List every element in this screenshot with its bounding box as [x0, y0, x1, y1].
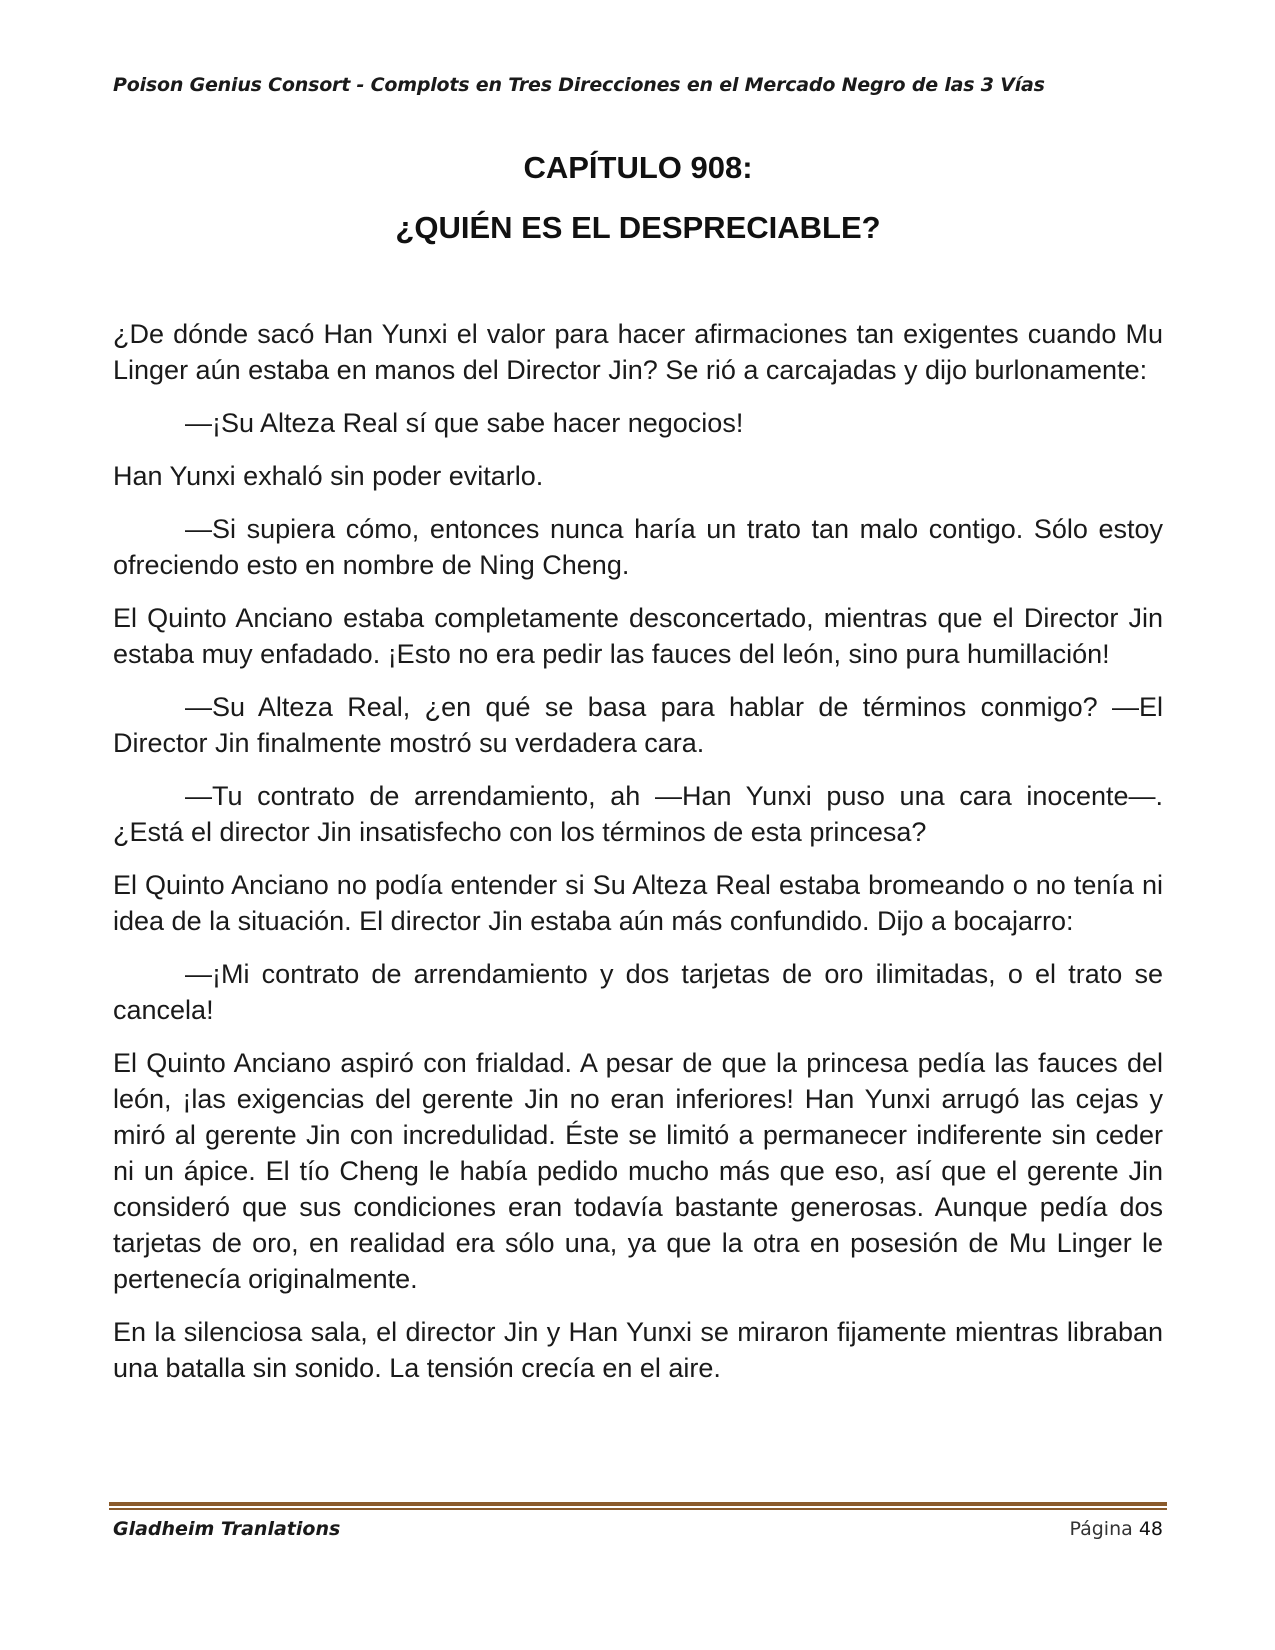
page-number: [1069, 1518, 1163, 1540]
footer-divider: [109, 1502, 1167, 1506]
chapter-title: ¿QUIÉN ES EL DESPRECIABLE?: [395, 210, 881, 245]
chapter-number: CAPÍTULO 908:: [523, 150, 753, 185]
paragraph: ¿De dónde sacó Han Yunxi el valor para hacer afirmaciones tan exigentes cuando Mu Linger aún estaba en manos del Director Jin? Se rió a carcajadas y dijo burlonamente:: [113, 319, 1163, 385]
page-number-value: 48: [1138, 1518, 1163, 1540]
paragraph: En la silenciosa sala, el director Jin y Han Yunxi se miraron fijamente mientras libraban una batalla sin sonido. La tensión crecía en el aire.: [113, 1317, 1163, 1383]
paragraph: El Quinto Anciano estaba completamente desconcertado, mientras que el Director Jin estaba muy enfadado. ¡Esto no era pedir las fauces del león, sino pura humillación!: [113, 603, 1163, 669]
paragraph: El Quinto Anciano no podía entender si Su Alteza Real estaba bromeando o no tenía ni idea de la situación. El director Jin estaba aún más confundido. Dijo a bocajarro:: [113, 870, 1163, 936]
paragraph: El Quinto Anciano aspiró con frialdad. A pesar de que la princesa pedía las fauces del león, ¡las exigencias del gerente Jin no eran inferiores! Han Yunxi arrugó las cejas y miró al gerente Jin con incredulidad. Éste se limitó a permanecer indiferente sin ceder ni un ápice. El tío Cheng le había pedido mucho más que eso, así que el gerente Jin consideró que sus condiciones eran todavía bastante generosas. Aunque pedía dos tarjetas de oro, en realidad era sólo una, ya que la otra en posesión de Mu Linger le pertenecía originalmente.: [113, 1048, 1163, 1294]
page-label: Página: [1069, 1518, 1133, 1540]
dialog-paragraph: —Su Alteza Real, ¿en qué se basa para hablar de términos conmigo? —El Director Jin finalmente mostró su verdadera cara.: [113, 692, 1163, 758]
body-text: [113, 316, 1163, 1403]
paragraph: Han Yunxi exhaló sin poder evitarlo.: [113, 461, 544, 491]
footer-divider-thin: [109, 1508, 1167, 1510]
dialog-paragraph: —Si supiera cómo, entonces nunca haría un trato tan malo contigo. Sólo estoy ofreciendo esto en nombre de Ning Cheng.: [113, 514, 1163, 580]
running-header: Poison Genius Consort - Complots en Tres Direcciones en el Mercado Negro de las 3 Vías: [113, 74, 1045, 96]
dialog-paragraph: —¡Su Alteza Real sí que sabe hacer negocios!: [185, 408, 744, 438]
dialog-paragraph: —¡Mi contrato de arrendamiento y dos tarjetas de oro ilimitadas, o el trato se cancela!: [113, 959, 1163, 1025]
dialog-paragraph: —Tu contrato de arrendamiento, ah —Han Yunxi puso una cara inocente—. ¿Está el director Jin insatisfecho con los términos de esta princesa?: [113, 781, 1163, 847]
footer-translator: Gladheim Tranlations: [113, 1518, 341, 1540]
